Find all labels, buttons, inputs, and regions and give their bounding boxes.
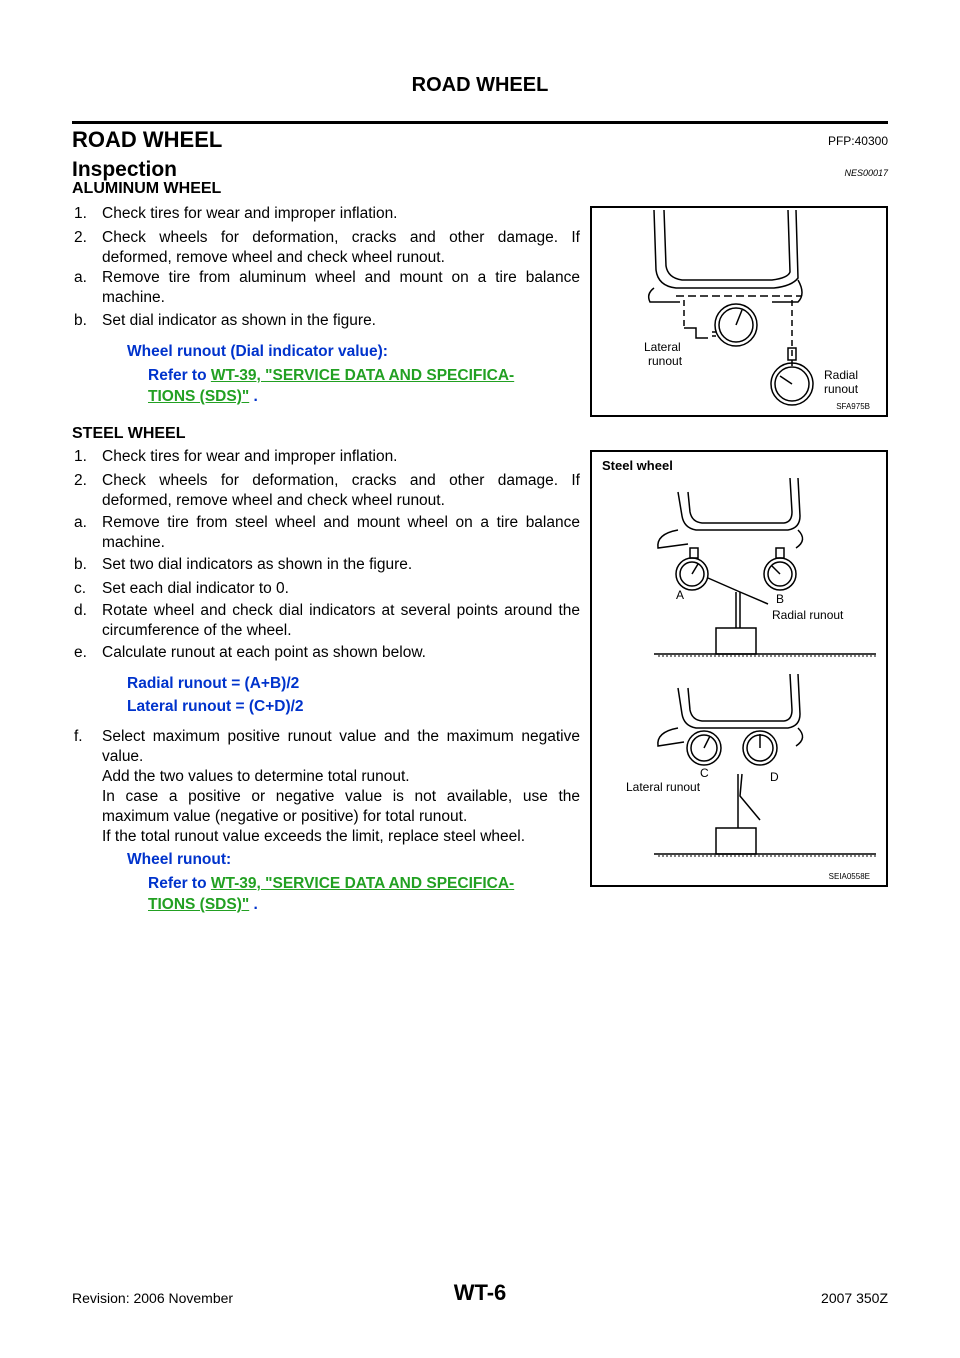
step-f-line-1: Select maximum positive runout value and the maximum negative value. bbox=[102, 728, 580, 765]
sds-link-cont[interactable]: TIONS (SDS)" bbox=[148, 388, 250, 405]
step-label: c. bbox=[74, 580, 87, 597]
footer-page-number: WT-6 bbox=[453, 1280, 507, 1305]
lateral-runout-formula: Lateral runout = (C+D)/2 bbox=[127, 698, 304, 715]
aluminum-step-1 bbox=[72, 204, 580, 224]
fig2-lateral-label: Lateral runout bbox=[626, 780, 701, 794]
steel-step-c bbox=[72, 579, 580, 599]
step-label: d. bbox=[74, 602, 87, 619]
step-text: Set two dial indicators as shown in the figure. bbox=[102, 556, 413, 573]
step-label: b. bbox=[74, 312, 87, 329]
fig1-radial-label-2: runout bbox=[824, 382, 859, 396]
steel-step-e bbox=[72, 643, 580, 663]
sds-link-cont[interactable]: TIONS (SDS)" bbox=[148, 896, 250, 913]
step-text: Remove tire from steel wheel and mount wheel on a tire balance machine. bbox=[102, 514, 580, 551]
fig1-code: SFA975B bbox=[836, 402, 870, 411]
fig2-radial-label: Radial runout bbox=[772, 608, 844, 622]
steel-step-f bbox=[72, 727, 580, 847]
step-f-line-4: If the total runout value exceeds the limit, replace steel wheel. bbox=[102, 828, 526, 845]
steel-step-1 bbox=[72, 447, 580, 467]
step-label: 2. bbox=[74, 229, 87, 246]
fig2-label-a: A bbox=[676, 588, 685, 602]
step-label: f. bbox=[74, 728, 83, 745]
step-text: Set each dial indicator to 0. bbox=[102, 580, 289, 597]
refer-suffix: . bbox=[249, 388, 258, 405]
step-label: b. bbox=[74, 556, 87, 573]
fig2-code: SEIA0558E bbox=[828, 872, 870, 881]
radial-runout-formula: Radial runout = (A+B)/2 bbox=[127, 675, 300, 692]
step-label: a. bbox=[74, 514, 87, 531]
steel-wheel-diagram bbox=[592, 452, 886, 885]
steel-step-d bbox=[72, 601, 580, 641]
step-f-line-3: In case a positive or negative value is not available, use the maximum value (negative or positive) for total runout. bbox=[102, 788, 580, 825]
fig2-title: Steel wheel bbox=[602, 458, 673, 473]
step-text: Set dial indicator as shown in the figure. bbox=[102, 312, 376, 329]
inspection-code: NES00017 bbox=[844, 168, 888, 178]
aluminum-wheel-heading: ALUMINUM WHEEL bbox=[72, 180, 222, 197]
aluminum-step-b bbox=[72, 311, 580, 331]
step-label: 1. bbox=[74, 205, 87, 222]
steel-reference bbox=[148, 875, 514, 893]
steel-wheel-figure bbox=[590, 450, 888, 887]
step-label: 2. bbox=[74, 472, 87, 489]
sds-link[interactable]: WT-39, "SERVICE DATA AND SPECIFICA- bbox=[210, 875, 515, 892]
steel-step-b bbox=[72, 555, 580, 575]
step-text: Check wheels for deformation, cracks and other damage. If deformed, remove wheel and check wheel runout. bbox=[102, 472, 580, 509]
aluminum-reference-cont bbox=[148, 388, 258, 406]
step-text: Rotate wheel and check dial indicators at several points around the circumference of the wheel. bbox=[102, 602, 580, 639]
step-text: Check tires for wear and improper inflation. bbox=[102, 205, 398, 222]
page-header-title: ROAD WHEEL bbox=[411, 74, 549, 96]
footer-revision: Revision: 2006 November bbox=[72, 1290, 234, 1306]
inspection-title: Inspection bbox=[72, 158, 178, 181]
footer-model: 2007 350Z bbox=[821, 1290, 888, 1306]
refer-prefix: Refer to bbox=[148, 875, 207, 892]
step-text: Calculate runout at each point as shown below. bbox=[102, 644, 426, 661]
aluminum-step-2 bbox=[72, 228, 580, 268]
section-code: PFP:40300 bbox=[827, 134, 888, 148]
fig2-label-d: D bbox=[770, 770, 779, 784]
step-text: Remove tire from aluminum wheel and mount on a tire balance machine. bbox=[102, 269, 580, 306]
steel-step-2 bbox=[72, 471, 580, 511]
aluminum-wheel-figure bbox=[590, 206, 888, 417]
step-text: Check wheels for deformation, cracks and other damage. If deformed, remove wheel and check wheel runout. bbox=[102, 229, 580, 266]
step-label: 1. bbox=[74, 448, 87, 465]
steel-step-a bbox=[72, 513, 580, 553]
fig1-lateral-label-2: runout bbox=[648, 354, 683, 368]
step-f-line-2: Add the two values to determine total runout. bbox=[102, 768, 410, 785]
steel-spec-label: Wheel runout: bbox=[127, 851, 232, 868]
aluminum-step-a bbox=[72, 268, 580, 308]
refer-prefix: Refer to bbox=[148, 367, 207, 384]
step-label: a. bbox=[74, 269, 87, 286]
section-title: ROAD WHEEL bbox=[72, 127, 223, 152]
aluminum-reference bbox=[148, 367, 514, 385]
refer-suffix: . bbox=[249, 896, 258, 913]
header-divider bbox=[72, 121, 888, 124]
step-text: Check tires for wear and improper inflation. bbox=[102, 448, 398, 465]
step-label: e. bbox=[74, 644, 87, 661]
steel-wheel-heading: STEEL WHEEL bbox=[72, 425, 186, 442]
aluminum-spec-label: Wheel runout (Dial indicator value): bbox=[127, 343, 388, 360]
fig1-lateral-label-1: Lateral bbox=[644, 340, 681, 354]
fig2-label-c: C bbox=[700, 766, 709, 780]
fig2-label-b: B bbox=[776, 592, 785, 606]
fig1-radial-label-1: Radial bbox=[824, 368, 859, 382]
steel-reference-cont bbox=[148, 896, 258, 914]
sds-link[interactable]: WT-39, "SERVICE DATA AND SPECIFICA- bbox=[210, 367, 515, 384]
